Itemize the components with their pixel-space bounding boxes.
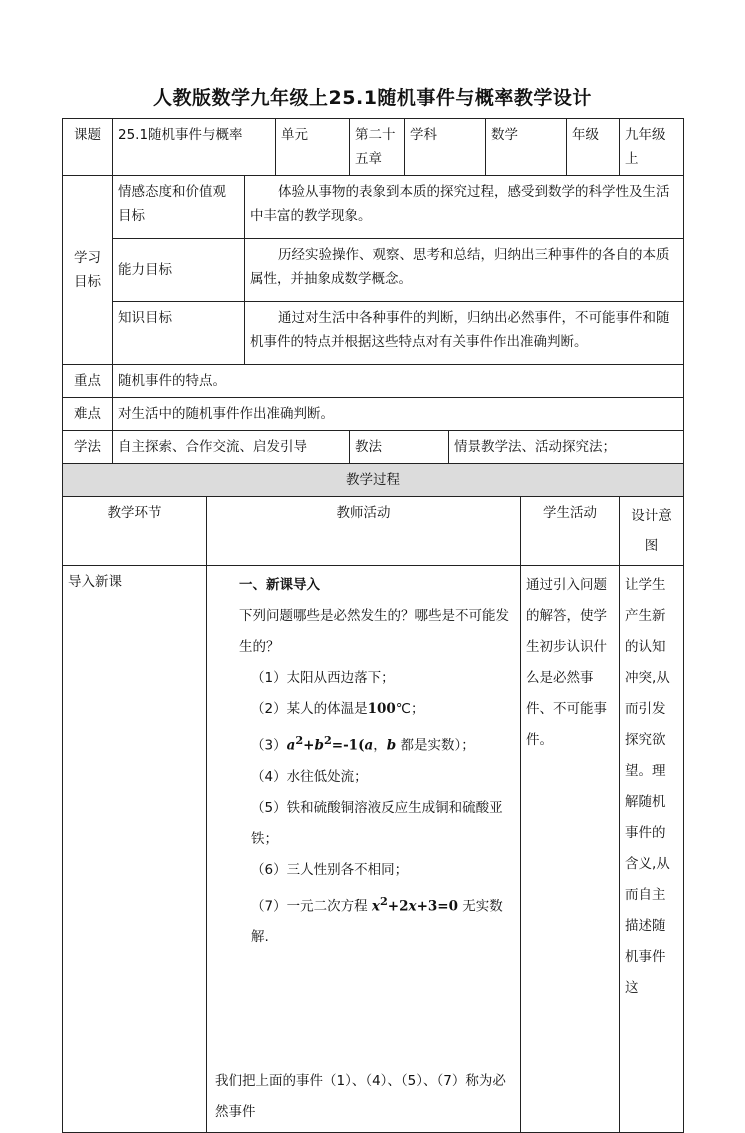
- difficulty-row: [63, 398, 684, 431]
- item-7: （7）一元二次方程 $x^2+2x+3=0$ 无实数解.: [251, 893, 503, 945]
- goal-text-knowledge: 通过对生活中各种事件的判断，归纳出必然事件，不可能事件和随机事件的特点并根据这些特点对有关事件作出准确判断。: [245, 302, 684, 365]
- goal-name-knowledge: 知识目标: [113, 302, 245, 365]
- study-method-label: 学法: [63, 431, 113, 464]
- key-point-row: [63, 365, 684, 398]
- process-header-row: [63, 464, 684, 497]
- process-header: 教学过程: [63, 464, 684, 497]
- document-title: 人教版数学九年级上25.1随机事件与概率教学设计: [153, 87, 592, 109]
- study-method-value: 自主探索、合作交流、启发引导: [113, 431, 350, 464]
- goal-row-knowledge: [63, 302, 684, 365]
- goal-name-attitude: 情感态度和价值观目标: [113, 176, 245, 239]
- course-label: 课题: [63, 119, 113, 176]
- goal-text-attitude: 体验从事物的表象到本质的探究过程，感受到数学的科学性及生活中丰富的教学现象。: [245, 176, 684, 239]
- item-6: （6）三人性别各不相同；: [251, 861, 409, 878]
- goal-row-attitude: [63, 176, 684, 239]
- col-stage: 教学环节: [63, 497, 207, 566]
- stage-cell: 导入新课: [63, 566, 207, 1133]
- subject-value: 数学: [486, 119, 567, 176]
- item-4: （4）水往低处流；: [251, 768, 368, 785]
- teach-method-value: 情景教学法、活动探究法；: [449, 431, 684, 464]
- key-point-text: 随机事件的特点。: [113, 365, 684, 398]
- teach-method-label: 教法: [350, 431, 449, 464]
- design-intent: [620, 566, 684, 1133]
- item-1: （1）太阳从西边落下；: [251, 670, 395, 686]
- process-columns-row: [63, 497, 684, 566]
- col-design: 设计意图: [620, 497, 684, 566]
- subject-label: 学科: [405, 119, 486, 176]
- unit-value: 第二十五章: [350, 119, 405, 176]
- student-activity: [521, 566, 620, 1133]
- item-5: （5）铁和硫酸铜溶液反应生成铜和硫酸亚铁；: [251, 799, 503, 847]
- grade-label: 年级: [567, 119, 620, 176]
- teacher-activity: [207, 566, 521, 1133]
- key-point-label: 重点: [63, 365, 113, 398]
- teacher-tail: 我们把上面的事件（1）、（4）、（5）、（7）称为必然事件: [215, 1073, 506, 1120]
- methods-row: [63, 431, 684, 464]
- teacher-head: 一、新课导入: [239, 577, 320, 593]
- goals-label: 学习目标: [63, 176, 113, 365]
- goal-text-ability: 历经实验操作、观察、思考和总结，归纳出三种事件的各自的本质属性，并抽象成数学概念。: [245, 239, 684, 302]
- lesson-plan-table: [62, 118, 684, 1133]
- grade-value: 九年级上: [620, 119, 684, 176]
- teacher-question: 下列问题哪些是必然发生的？哪些是不可能发生的？: [239, 608, 509, 655]
- difficulty-text: 对生活中的随机事件作出准确判断。: [113, 398, 684, 431]
- item-2: （2）某人的体温是100℃；: [251, 701, 425, 717]
- course-value: 25.1随机事件与概率: [113, 119, 276, 176]
- difficulty-label: 难点: [63, 398, 113, 431]
- item-3: $(3)a^2+b^2=-1(a$，b 都是实数）；: [251, 733, 475, 754]
- goal-row-ability: [63, 239, 684, 302]
- process-content-row: [63, 566, 684, 1133]
- col-teacher: 教师活动: [207, 497, 521, 566]
- student-text: 通过引入问题的解答，使学生初步认识什么是必然事件、不可能事件。: [526, 577, 607, 748]
- unit-label: 单元: [276, 119, 350, 176]
- goal-name-ability: 能力目标: [113, 239, 245, 302]
- design-text: 让学生产生新的认知冲突,从而引发探究欲望。理解随机事件的含义,从而自主描述随机事件这: [625, 577, 670, 996]
- col-student: 学生活动: [521, 497, 620, 566]
- course-info-row: [63, 119, 684, 176]
